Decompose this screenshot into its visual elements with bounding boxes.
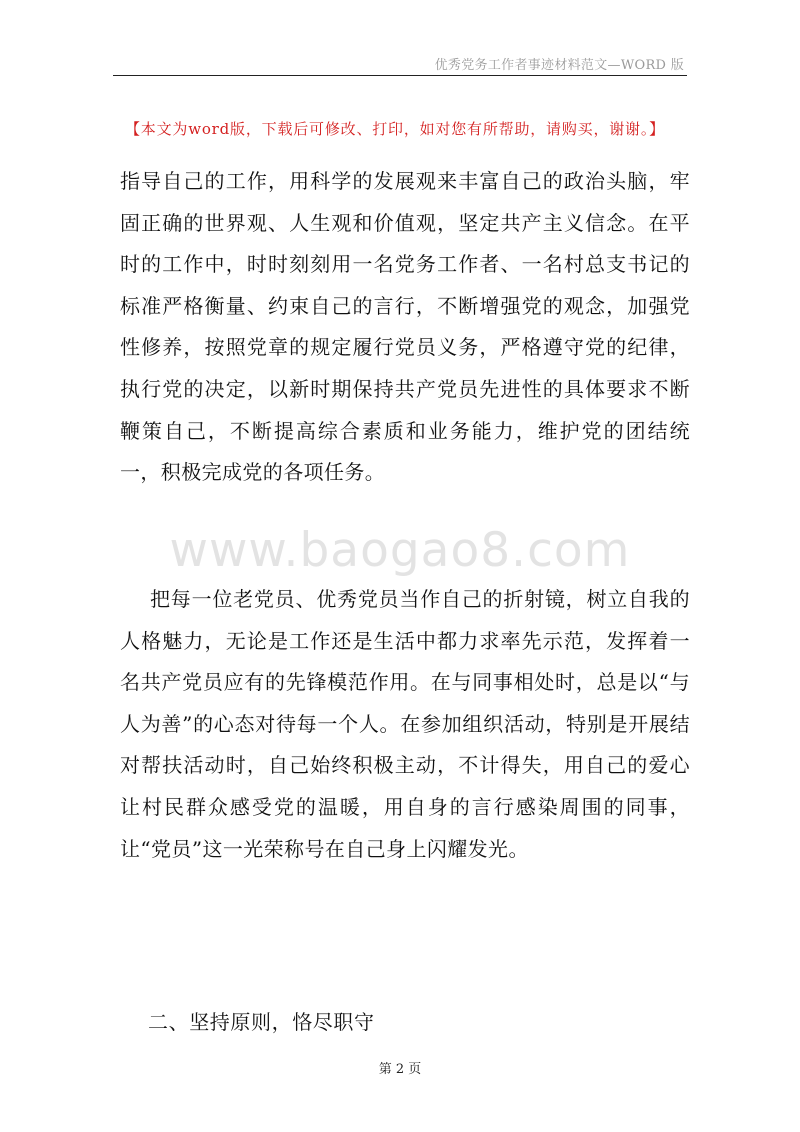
section-heading: 二、坚持原则，恪尽职守 bbox=[148, 1010, 375, 1034]
header-divider bbox=[113, 75, 687, 76]
running-header: 优秀党务工作者事迹材料范文—WORD 版 bbox=[434, 58, 684, 73]
download-notice: 【本文为word版，下载后可修改、打印，如对您有所帮助，请购买，谢谢。】 bbox=[125, 120, 665, 138]
watermark: www.baogao8.com bbox=[169, 523, 631, 578]
body-paragraph-2: 把每一位老党员、优秀党员当作自己的折射镜，树立自我的人格魅力，无论是工作还是生活中都力求率先示范，发挥着一名共产党员应有的先锋模范作用。在与同事相处时，总是以“与人为善”的心态对待每一个人。在参加组织活动，特别是开展结对帮扶活动时，自己始终积极主动，不计得失，用自己的爱心让村民群众感受党的温暖，用自身的言行感染周围的同事，让“党员”这一光荣称号在自己身上闪耀发光。 bbox=[120, 587, 690, 861]
page-number: 第 2 页 bbox=[378, 1062, 422, 1077]
body-paragraph-1: 指导自己的工作，用科学的发展观来丰富自己的政治头脑，牢固正确的世界观、人生观和价值观，坚定共产主义信念。在平时的工作中，时时刻刻用一名党务工作者、一名村总支书记的标准严格衡量、约束自己的言行，不断增强党的观念，加强党性修养，按照党章的规定履行党员义务，严格遵守党的纪律，执行党的决定，以新时期保持共产党员先进性的具体要求不断鞭策自己，不断提高综合素质和业务能力，维护党的团结统一，积极完成党的各项任务。 bbox=[120, 169, 690, 485]
